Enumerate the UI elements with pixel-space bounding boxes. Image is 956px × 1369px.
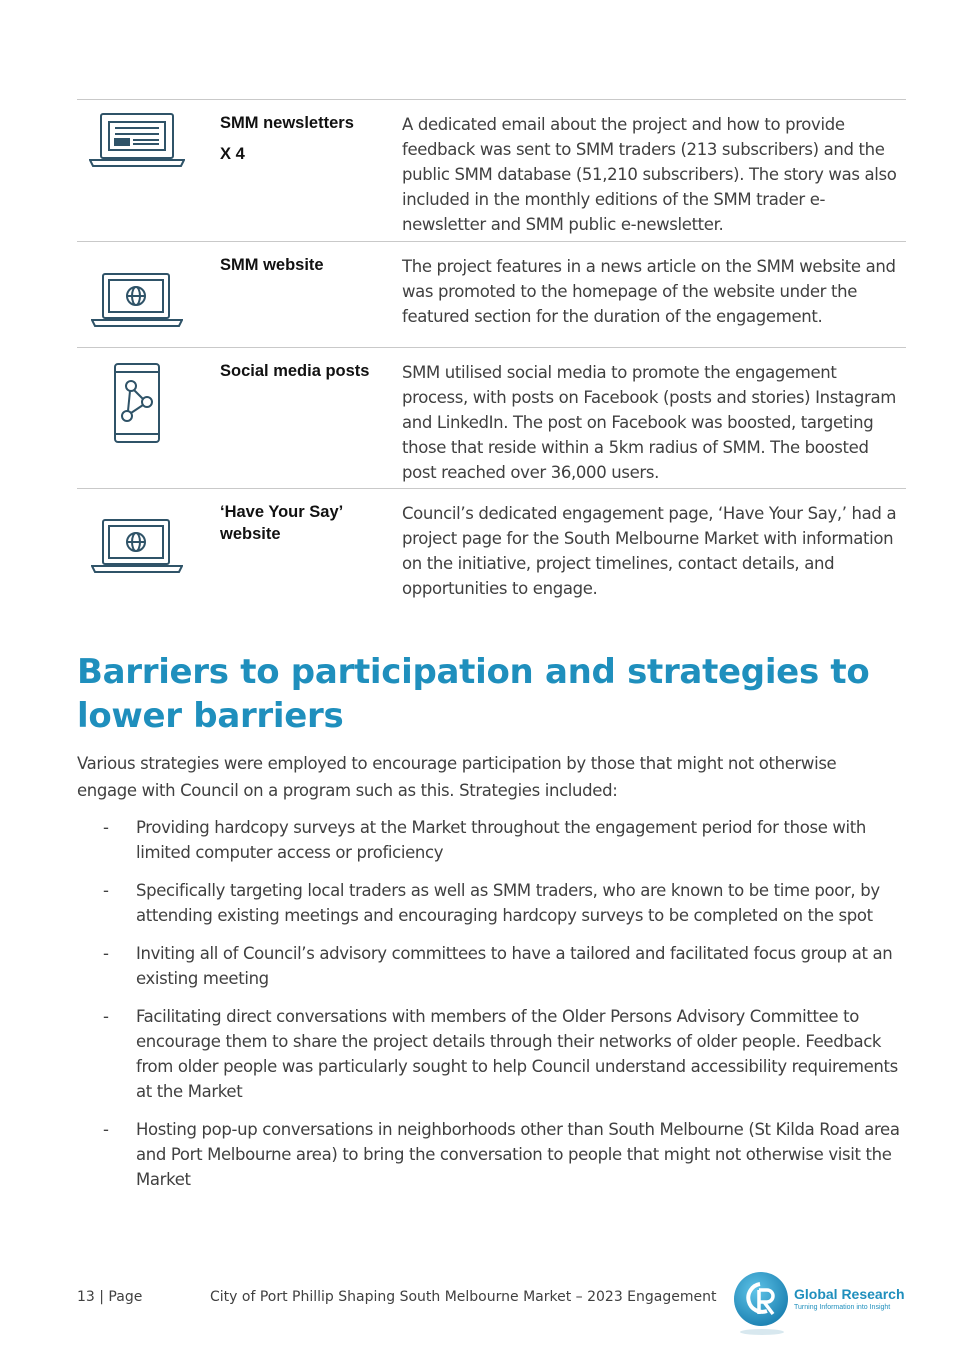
page-number: 13 | Page bbox=[77, 1289, 143, 1305]
channel-description: Council’s dedicated engagement page, ‘Have Your Say,’ had a project page for the South Melbourne Market with information on the initiative, project timelines, contact details, and opportunities to engage. bbox=[402, 504, 897, 598]
bullet-marker: - bbox=[103, 1120, 109, 1139]
table-row bbox=[77, 100, 906, 242]
channel-label: Social media posts bbox=[220, 362, 370, 380]
channel-label: ‘Have Your Say’ website bbox=[220, 503, 343, 543]
table-row bbox=[77, 348, 906, 489]
channel-description: The project features in a news article on the SMM website and was promoted to the homepage of the website under the featured section for the duration of the engagement. bbox=[402, 257, 896, 326]
channel-label: SMM website bbox=[220, 256, 324, 274]
footer-document-title: City of Port Phillip Shaping South Melbourne Market – 2023 Engagement bbox=[210, 1289, 717, 1305]
bullet-marker: - bbox=[103, 881, 109, 900]
list-item bbox=[77, 815, 907, 865]
section-heading: Barriers to participation and strategies to lower barriers bbox=[77, 652, 870, 736]
global-research-logo bbox=[733, 1270, 923, 1340]
channel-description: A dedicated email about the project and how to provide feedback was sent to SMM traders (213 subscribers) and the public SMM database (51,210 subscribers). The story was also included in the monthly editions of the SMM trader e-newsletter and SMM public e-newsletter. bbox=[402, 115, 897, 234]
list-item bbox=[77, 1004, 907, 1104]
bullet-marker: - bbox=[103, 944, 109, 963]
list-item bbox=[77, 878, 907, 928]
laptop-newsletter-icon bbox=[77, 112, 197, 168]
engagement-channels-table bbox=[77, 99, 906, 604]
table-row bbox=[77, 489, 906, 604]
channel-label-line2: X 4 bbox=[220, 145, 245, 163]
list-item-text: Hosting pop-up conversations in neighborhoods other than South Melbourne (St Kilda Road area and Port Melbourne area) to bring the conversation to people that might not otherwise visit the Market bbox=[136, 1120, 900, 1189]
global-research-logo-mark-icon bbox=[733, 1270, 791, 1336]
bullet-marker: - bbox=[103, 818, 109, 837]
list-item bbox=[77, 1117, 907, 1192]
list-item-text: Specifically targeting local traders as well as SMM traders, who are known to be time poor, by attending existing meetings and encouraging hardcopy surveys to be completed on the spot bbox=[136, 881, 880, 925]
bullet-marker: - bbox=[103, 1007, 109, 1026]
channel-description: SMM utilised social media to promote the engagement process, with posts on Facebook (posts and stories) Instagram and LinkedIn. The post on Facebook was boosted, targeting those that reside within a 5km radius of SMM. The boosted post reached over 36,000 users. bbox=[402, 363, 896, 482]
list-item-text: Providing hardcopy surveys at the Market throughout the engagement period for those with limited computer access or proficiency bbox=[136, 818, 867, 862]
list-item bbox=[77, 941, 907, 991]
channel-label bbox=[220, 112, 380, 165]
table-row bbox=[77, 242, 906, 348]
phone-share-icon bbox=[77, 362, 197, 444]
laptop-globe-icon bbox=[77, 518, 197, 576]
channel-label-line1: SMM newsletters bbox=[220, 114, 354, 132]
section-intro: Various strategies were employed to encourage participation by those that might not otherwise engage with Council on a program such as this. Strategies included: bbox=[77, 754, 837, 800]
laptop-globe-icon bbox=[77, 272, 197, 330]
logo-name: Global Research bbox=[794, 1286, 905, 1302]
strategies-list bbox=[77, 815, 907, 1205]
list-item-text: Facilitating direct conversations with members of the Older Persons Advisory Committee to encourage them to share the project details through their networks of older people. Feedback from older people was particularly sought to help Council understand accessibility requirements at the Market bbox=[136, 1007, 898, 1101]
list-item-text: Inviting all of Council’s advisory committees to have a tailored and facilitated focus group at an existing meeting bbox=[136, 944, 893, 988]
logo-tagline: Turning Information into Insight bbox=[794, 1304, 891, 1311]
